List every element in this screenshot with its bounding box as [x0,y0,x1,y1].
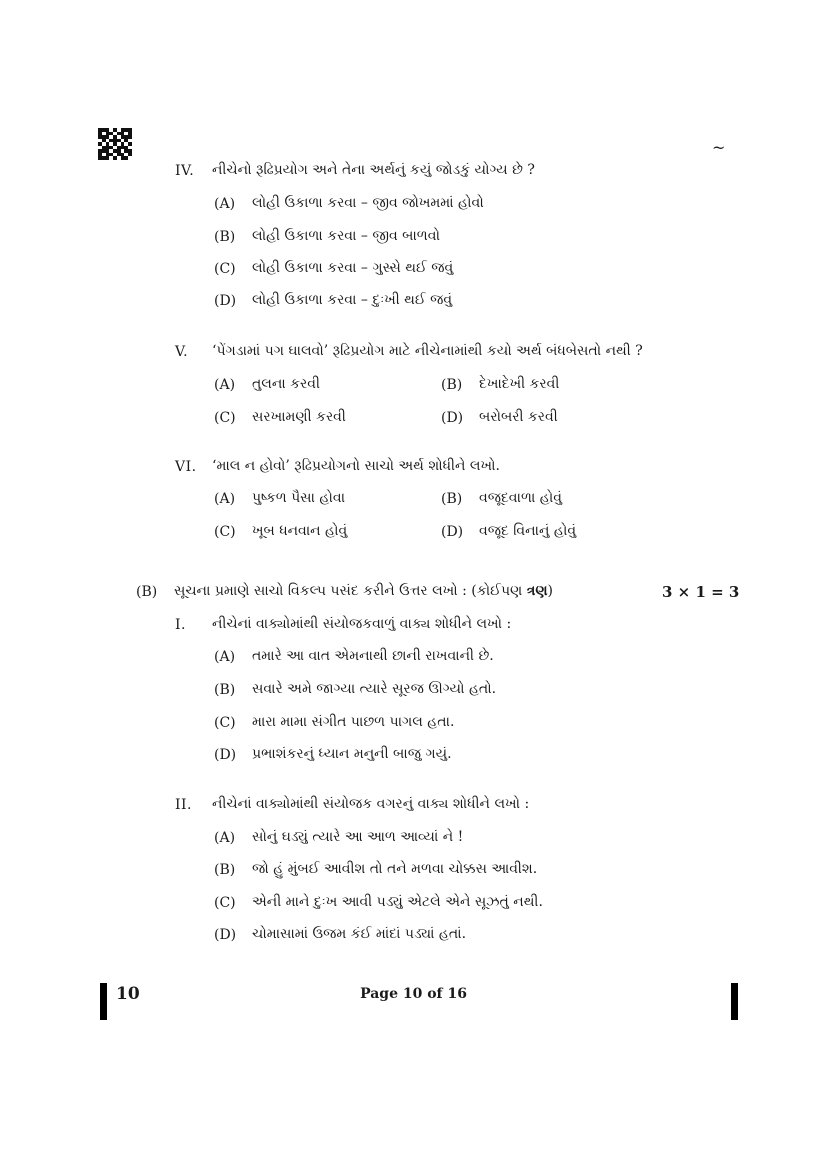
section-instruction-bold: ત્રણ [526,583,548,599]
page-of-label: Page 10 of 16 [360,986,467,1002]
option-letter: (A) [214,830,236,846]
option-letter: (A) [214,649,236,665]
option-text: વજૂદવાળા હોવું [479,490,562,506]
option-text: જો હું મુંબઈ આવીશ તો તને મળવા ચોક્કસ આવીશ. [252,861,538,877]
option-text: બરોબરી કરવી [479,409,558,425]
question-number: IV. [175,163,195,179]
qr-code [98,128,132,160]
question-number: II. [175,797,193,813]
marks-label: 3 × 1 = 3 [662,583,740,601]
question-text: નીચેનાં વાક્યોમાંથી સંયોજક વગરનું વાક્ય શોધીને લખો : [212,796,530,812]
footer-bar-right [731,983,738,1020]
question-number: VI. [175,459,197,475]
tilde-mark: ~ [712,138,726,157]
option-letter: (A) [214,377,236,393]
option-text: તમારે આ વાત એમનાથી છાની રાખવાની છે. [252,648,494,664]
option-letter: (D) [441,524,464,540]
option-text: લોહી ઉકાળા કરવા – જીવ જોખમમાં હોવો [252,195,484,211]
option-letter: (A) [214,491,236,507]
question-text: ‘માલ ન હોવો’ રૂઢિપ્રયોગનો સાચો અર્થ શોધીને લખો. [212,458,500,474]
option-text: એની માને દુઃખ આવી પડ્યું એટલે એને સૂઝતું નથી. [252,894,543,910]
option-letter: (D) [441,410,464,426]
option-letter: (C) [214,895,236,911]
question-text: ‘પેંગડામાં પગ ઘાલવો’ રૂઢિપ્રયોગ માટે નીચેનામાંથી કયો અર્થ બંધબેસતો નથી ? [212,343,643,359]
option-letter: (D) [214,927,237,943]
option-letter: (D) [214,747,237,763]
option-text: લોહી ઉકાળા કરવા – ગુસ્સે થઈ જવું [252,260,454,276]
question-number: I. [175,617,186,633]
option-text: પુષ્કળ પૈસા હોવા [252,490,346,506]
option-letter: (C) [214,715,236,731]
option-text: લોહી ઉકાળા કરવા – દુઃખી થઈ જવું [252,292,453,308]
option-letter: (B) [214,682,236,698]
option-text: પ્રભાશંકરનું ધ્યાન મનુની બાજુ ગયું. [252,746,452,762]
question-text: નીચેનાં વાક્યોમાંથી સંયોજકવાળું વાક્ય શોધીને લખો : [212,616,512,632]
option-text: વજૂદ વિનાનું હોવું [479,523,577,539]
section-instruction-text: સૂચના પ્રમાણે સાચો વિકલ્પ પસંદ કરીને ઉત્તર લખો : (કોઈપણ [174,583,527,599]
option-text: સોનું ઘડ્યું ત્યારે આ આળ આવ્યાં ને ! [252,829,464,845]
section-letter: (B) [136,584,158,600]
option-letter: (A) [214,196,236,212]
option-text: દેખાદેખી કરવી [479,376,560,392]
question-text: નીચેનો રૂઢિપ્રયોગ અને તેના અર્થનું કયું જોડકું યોગ્ય છે ? [212,162,535,178]
option-text: મારા મામા સંગીત પાછળ પાગલ હતા. [252,714,455,730]
option-letter: (B) [441,491,463,507]
option-text: ચોમાસામાં ઉજમ કંઈ માંદાં પડ્યાં હતાં. [252,926,467,942]
option-letter: (C) [214,410,236,426]
option-letter: (B) [441,377,463,393]
option-letter: (B) [214,229,236,245]
option-letter: (B) [214,862,236,878]
question-number: V. [175,344,189,360]
option-text: સરખામણી કરવી [252,409,346,425]
option-letter: (C) [214,261,236,277]
page-number: 10 [116,984,140,1004]
option-text: લોહી ઉકાળા કરવા – જીવ બાળવો [252,228,440,244]
option-text: ખૂબ ધનવાન હોવું [252,523,348,539]
option-text: તુલના કરવી [252,376,321,392]
option-text: સવારે અમે જાગ્યા ત્યારે સૂરજ ઊગ્યો હતો. [252,681,497,697]
section-instruction-end: ) [547,583,553,599]
section-instruction [174,583,553,599]
option-letter: (D) [214,293,237,309]
option-letter: (C) [214,524,236,540]
